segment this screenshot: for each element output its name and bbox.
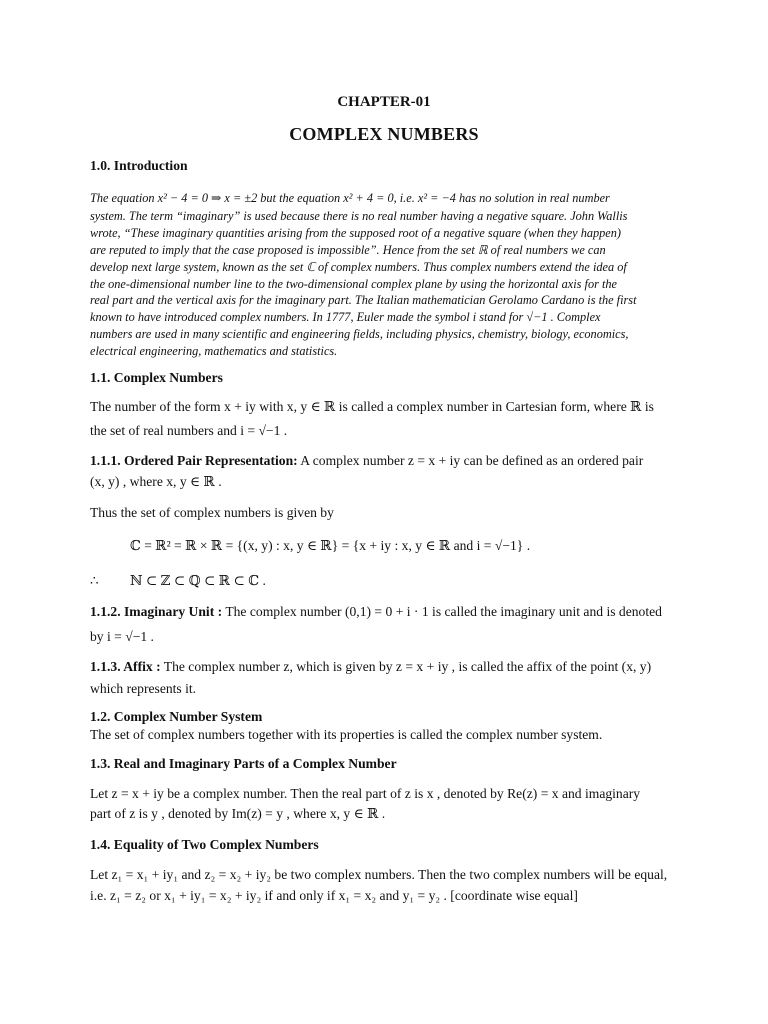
intro-line-5: develop next large system, known as the set ℂ of complex numbers. Thus complex numbers extend the idea of: [90, 260, 627, 274]
s113-line-1-text: The complex number z, which is given by z = x + iy , is called the affix of the point (x, y): [160, 659, 652, 674]
s11-line-1: The number of the form x + iy with x, y ∈ ℝ is called a complex number in Cartesian form, where ℝ is: [90, 399, 654, 414]
s111-line-1-text: A complex number z = x + iy can be defined as an ordered pair: [297, 453, 644, 468]
set-intro: Thus the set of complex numbers is given by: [90, 505, 334, 520]
s113-line-1: [90, 659, 651, 675]
s113-line-2: which represents it.: [90, 681, 197, 696]
section-heading-1-0: 1.0. Introduction: [90, 158, 188, 173]
s111-line-2: (x, y) , where x, y ∈ ℝ .: [90, 474, 222, 489]
section-heading-1-4: 1.4. Equality of Two Complex Numbers: [90, 837, 319, 852]
set-formula: ℂ = ℝ² = ℝ × ℝ = {(x, y) : x, y ∈ ℝ} = {x + iy : x, y ∈ ℝ and i = √−1} .: [130, 538, 531, 553]
intro-line-7: real part and the vertical axis for the imaginary part. The Italian mathematician Gerolamo Cardano is the first: [90, 293, 637, 307]
s13-line-2: part of z is y , denoted by Im(z) = y , where x, y ∈ ℝ .: [90, 806, 386, 821]
s111-line-1: [90, 453, 643, 469]
s112-line-1: [90, 604, 662, 620]
section-heading-1-3: 1.3. Real and Imaginary Parts of a Complex Number: [90, 756, 397, 771]
intro-line-9: numbers are used in many scientific and engineering fields, including physics, chemistry, biology, economics,: [90, 327, 629, 341]
section-heading-1-1-1: 1.1.1. Ordered Pair Representation:: [90, 453, 298, 468]
intro-line-2: system. The term “imaginary” is used because there is no real number having a negative square. John Wallis: [90, 209, 628, 223]
s14-line-2: i.e. z₁ = z₂ or x₁ + iy₁ = x₂ + iy₂ if and only if x₁ = x₂ and y₁ = y₂ . [coordinate wise equal]: [90, 888, 578, 903]
therefore-symbol: ∴: [90, 573, 99, 588]
intro-line-1: The equation x² − 4 = 0 ⇒ x = ±2 but the equation x² + 4 = 0, i.e. x² = −4 has no solution in real number: [90, 191, 610, 205]
s13-line-1: Let z = x + iy be a complex number. Then the real part of z is x , denoted by Re(z) = x and imaginary: [90, 786, 641, 801]
s14-line-1: Let z₁ = x₁ + iy₁ and z₂ = x₂ + iy₂ be two complex numbers. Then the two complex numbers will be equal,: [90, 867, 668, 882]
section-heading-1-1: 1.1. Complex Numbers: [90, 370, 223, 385]
s12-line-1: The set of complex numbers together with its properties is called the complex number system.: [90, 727, 603, 742]
intro-line-4: are reputed to imply that the case proposed is impossible”. Hence from the set ℝ of real numbers we can: [90, 243, 606, 257]
intro-line-8: known to have introduced complex numbers. In 1777, Euler made the symbol i stand for √−1 . Complex: [90, 310, 601, 324]
chapter-title: COMPLEX NUMBERS: [289, 124, 479, 144]
chapter-label: CHAPTER-01: [337, 94, 431, 110]
s112-line-1-text: The complex number (0,1) = 0 + i · 1 is called the imaginary unit and is denoted: [222, 604, 662, 619]
section-heading-1-1-2: 1.1.2. Imaginary Unit :: [90, 604, 223, 619]
number-set-chain: ℕ ⊂ ℤ ⊂ ℚ ⊂ ℝ ⊂ ℂ .: [130, 573, 266, 588]
s11-line-2: the set of real numbers and i = √−1 .: [90, 423, 288, 438]
section-heading-1-1-3: 1.1.3. Affix :: [90, 659, 161, 674]
intro-line-6: the one-dimensional number line to the two-dimensional complex plane by using the horizontal axis for the: [90, 277, 617, 291]
intro-line-3: wrote, “These imaginary quantities arising from the supposed root of a negative square (when they happen): [90, 226, 621, 240]
section-heading-1-2: 1.2. Complex Number System: [90, 709, 263, 724]
intro-line-10: electrical engineering, mathematics and statistics.: [90, 344, 338, 358]
s112-line-2: by i = √−1 .: [90, 629, 154, 644]
